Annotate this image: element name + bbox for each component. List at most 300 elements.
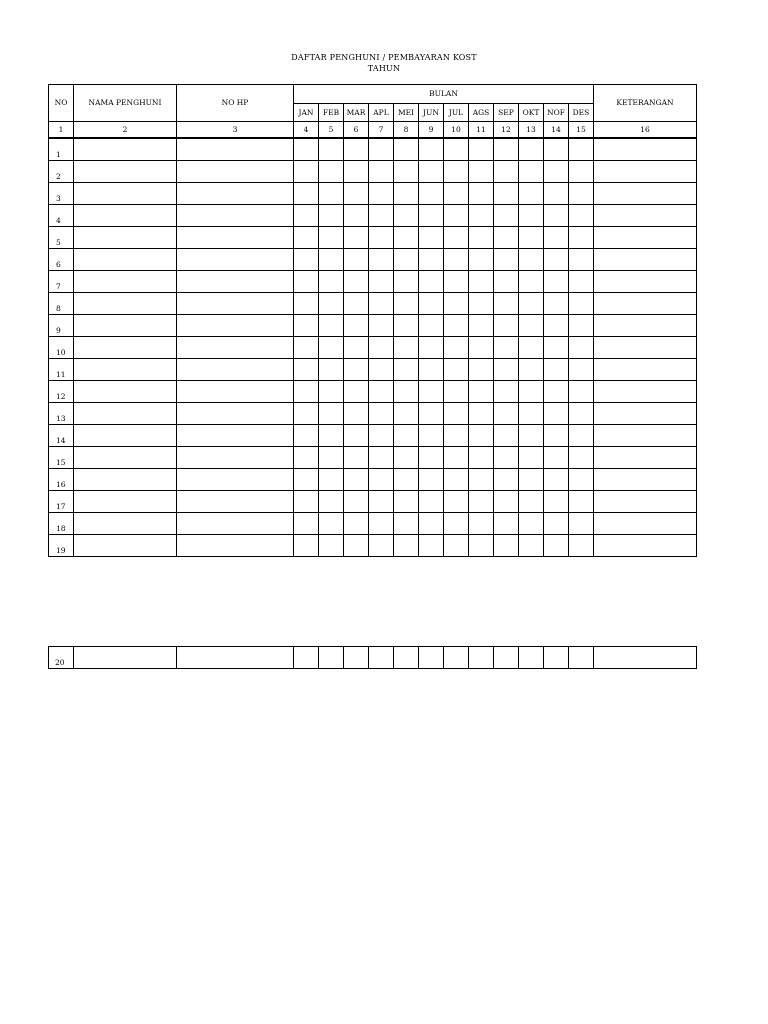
payment-cell-jun[interactable] [419, 138, 444, 161]
payment-cell-nof[interactable] [544, 647, 569, 669]
keterangan-cell[interactable] [594, 271, 697, 293]
payment-cell-nof[interactable] [544, 469, 569, 491]
keterangan-cell[interactable] [594, 315, 697, 337]
payment-cell-jul[interactable] [444, 359, 469, 381]
payment-cell-jul[interactable] [444, 138, 469, 161]
payment-cell-jun[interactable] [419, 425, 444, 447]
keterangan-cell[interactable] [594, 293, 697, 315]
payment-cell-apl[interactable] [369, 359, 394, 381]
payment-cell-nof[interactable] [544, 227, 569, 249]
keterangan-cell[interactable] [594, 205, 697, 227]
payment-cell-nof[interactable] [544, 491, 569, 513]
no-hp-cell[interactable] [177, 249, 294, 271]
keterangan-cell[interactable] [594, 161, 697, 183]
payment-cell-jun[interactable] [419, 469, 444, 491]
payment-cell-sep[interactable] [494, 138, 519, 161]
payment-cell-jan[interactable] [294, 138, 319, 161]
payment-cell-sep[interactable] [494, 647, 519, 669]
payment-cell-jun[interactable] [419, 491, 444, 513]
payment-cell-jun[interactable] [419, 315, 444, 337]
nama-penghuni-cell[interactable] [74, 535, 177, 557]
payment-cell-des[interactable] [569, 647, 594, 669]
no-hp-cell[interactable] [177, 337, 294, 359]
payment-cell-mei[interactable] [394, 337, 419, 359]
payment-cell-jul[interactable] [444, 491, 469, 513]
payment-cell-okt[interactable] [519, 183, 544, 205]
payment-cell-ags[interactable] [469, 183, 494, 205]
payment-cell-okt[interactable] [519, 535, 544, 557]
payment-cell-mei[interactable] [394, 205, 419, 227]
payment-cell-nof[interactable] [544, 513, 569, 535]
payment-cell-des[interactable] [569, 205, 594, 227]
payment-cell-mar[interactable] [344, 337, 369, 359]
nama-penghuni-cell[interactable] [74, 381, 177, 403]
payment-cell-mei[interactable] [394, 469, 419, 491]
payment-cell-feb[interactable] [319, 315, 344, 337]
payment-cell-okt[interactable] [519, 271, 544, 293]
payment-cell-jan[interactable] [294, 359, 319, 381]
payment-cell-apl[interactable] [369, 227, 394, 249]
payment-cell-mei[interactable] [394, 491, 419, 513]
payment-cell-mei[interactable] [394, 183, 419, 205]
payment-cell-jan[interactable] [294, 425, 319, 447]
payment-cell-okt[interactable] [519, 469, 544, 491]
payment-cell-mar[interactable] [344, 271, 369, 293]
payment-cell-jan[interactable] [294, 491, 319, 513]
payment-cell-okt[interactable] [519, 447, 544, 469]
payment-cell-sep[interactable] [494, 227, 519, 249]
no-hp-cell[interactable] [177, 315, 294, 337]
no-hp-cell[interactable] [177, 138, 294, 161]
payment-cell-jul[interactable] [444, 535, 469, 557]
payment-cell-apl[interactable] [369, 425, 394, 447]
payment-cell-okt[interactable] [519, 161, 544, 183]
payment-cell-des[interactable] [569, 469, 594, 491]
payment-cell-sep[interactable] [494, 469, 519, 491]
payment-cell-des[interactable] [569, 138, 594, 161]
keterangan-cell[interactable] [594, 183, 697, 205]
payment-cell-apl[interactable] [369, 293, 394, 315]
payment-cell-apl[interactable] [369, 447, 394, 469]
no-hp-cell[interactable] [177, 161, 294, 183]
payment-cell-feb[interactable] [319, 535, 344, 557]
payment-cell-jun[interactable] [419, 647, 444, 669]
no-hp-cell[interactable] [177, 293, 294, 315]
payment-cell-mei[interactable] [394, 138, 419, 161]
payment-cell-nof[interactable] [544, 359, 569, 381]
keterangan-cell[interactable] [594, 403, 697, 425]
payment-cell-sep[interactable] [494, 359, 519, 381]
payment-cell-jan[interactable] [294, 315, 319, 337]
payment-cell-feb[interactable] [319, 205, 344, 227]
payment-cell-jan[interactable] [294, 647, 319, 669]
payment-cell-jun[interactable] [419, 205, 444, 227]
payment-cell-ags[interactable] [469, 315, 494, 337]
no-hp-cell[interactable] [177, 535, 294, 557]
payment-cell-mar[interactable] [344, 425, 369, 447]
payment-cell-sep[interactable] [494, 161, 519, 183]
payment-cell-okt[interactable] [519, 249, 544, 271]
payment-cell-okt[interactable] [519, 403, 544, 425]
payment-cell-feb[interactable] [319, 403, 344, 425]
payment-cell-apl[interactable] [369, 491, 394, 513]
payment-cell-mar[interactable] [344, 647, 369, 669]
payment-cell-okt[interactable] [519, 315, 544, 337]
payment-cell-apl[interactable] [369, 647, 394, 669]
payment-cell-apl[interactable] [369, 138, 394, 161]
payment-cell-sep[interactable] [494, 535, 519, 557]
payment-cell-des[interactable] [569, 491, 594, 513]
payment-cell-des[interactable] [569, 337, 594, 359]
payment-cell-sep[interactable] [494, 337, 519, 359]
payment-cell-des[interactable] [569, 403, 594, 425]
payment-cell-mei[interactable] [394, 425, 419, 447]
keterangan-cell[interactable] [594, 425, 697, 447]
payment-cell-jun[interactable] [419, 535, 444, 557]
payment-cell-ags[interactable] [469, 205, 494, 227]
payment-cell-feb[interactable] [319, 513, 344, 535]
payment-cell-jan[interactable] [294, 513, 319, 535]
payment-cell-feb[interactable] [319, 337, 344, 359]
payment-cell-des[interactable] [569, 227, 594, 249]
no-hp-cell[interactable] [177, 183, 294, 205]
payment-cell-mei[interactable] [394, 535, 419, 557]
nama-penghuni-cell[interactable] [74, 293, 177, 315]
payment-cell-jul[interactable] [444, 337, 469, 359]
payment-cell-feb[interactable] [319, 161, 344, 183]
payment-cell-jul[interactable] [444, 403, 469, 425]
payment-cell-jan[interactable] [294, 535, 319, 557]
payment-cell-ags[interactable] [469, 293, 494, 315]
payment-cell-sep[interactable] [494, 205, 519, 227]
nama-penghuni-cell[interactable] [74, 227, 177, 249]
payment-cell-ags[interactable] [469, 381, 494, 403]
payment-cell-okt[interactable] [519, 205, 544, 227]
no-hp-cell[interactable] [177, 403, 294, 425]
no-hp-cell[interactable] [177, 381, 294, 403]
payment-cell-feb[interactable] [319, 381, 344, 403]
no-hp-cell[interactable] [177, 227, 294, 249]
no-hp-cell[interactable] [177, 425, 294, 447]
payment-cell-mar[interactable] [344, 205, 369, 227]
payment-cell-jul[interactable] [444, 513, 469, 535]
payment-cell-jun[interactable] [419, 271, 444, 293]
keterangan-cell[interactable] [594, 469, 697, 491]
payment-cell-apl[interactable] [369, 381, 394, 403]
payment-cell-sep[interactable] [494, 447, 519, 469]
payment-cell-nof[interactable] [544, 161, 569, 183]
payment-cell-mei[interactable] [394, 647, 419, 669]
payment-cell-jul[interactable] [444, 205, 469, 227]
payment-cell-mar[interactable] [344, 381, 369, 403]
payment-cell-jul[interactable] [444, 161, 469, 183]
payment-cell-apl[interactable] [369, 337, 394, 359]
payment-cell-sep[interactable] [494, 271, 519, 293]
nama-penghuni-cell[interactable] [74, 647, 177, 669]
payment-cell-apl[interactable] [369, 205, 394, 227]
nama-penghuni-cell[interactable] [74, 138, 177, 161]
no-hp-cell[interactable] [177, 469, 294, 491]
payment-cell-okt[interactable] [519, 293, 544, 315]
payment-cell-jul[interactable] [444, 469, 469, 491]
payment-cell-jun[interactable] [419, 403, 444, 425]
no-hp-cell[interactable] [177, 447, 294, 469]
payment-cell-sep[interactable] [494, 381, 519, 403]
payment-cell-mei[interactable] [394, 161, 419, 183]
payment-cell-sep[interactable] [494, 183, 519, 205]
no-hp-cell[interactable] [177, 491, 294, 513]
nama-penghuni-cell[interactable] [74, 249, 177, 271]
payment-cell-feb[interactable] [319, 469, 344, 491]
payment-cell-nof[interactable] [544, 249, 569, 271]
payment-cell-ags[interactable] [469, 469, 494, 491]
payment-cell-jun[interactable] [419, 293, 444, 315]
no-hp-cell[interactable] [177, 647, 294, 669]
payment-cell-jan[interactable] [294, 271, 319, 293]
payment-cell-sep[interactable] [494, 315, 519, 337]
payment-cell-nof[interactable] [544, 381, 569, 403]
no-hp-cell[interactable] [177, 513, 294, 535]
payment-cell-feb[interactable] [319, 183, 344, 205]
payment-cell-des[interactable] [569, 535, 594, 557]
payment-cell-ags[interactable] [469, 138, 494, 161]
keterangan-cell[interactable] [594, 381, 697, 403]
payment-cell-jul[interactable] [444, 183, 469, 205]
payment-cell-apl[interactable] [369, 535, 394, 557]
payment-cell-mar[interactable] [344, 513, 369, 535]
payment-cell-apl[interactable] [369, 183, 394, 205]
payment-cell-jun[interactable] [419, 513, 444, 535]
payment-cell-jan[interactable] [294, 447, 319, 469]
nama-penghuni-cell[interactable] [74, 447, 177, 469]
payment-cell-mei[interactable] [394, 271, 419, 293]
payment-cell-jun[interactable] [419, 227, 444, 249]
payment-cell-des[interactable] [569, 183, 594, 205]
keterangan-cell[interactable] [594, 359, 697, 381]
keterangan-cell[interactable] [594, 337, 697, 359]
payment-cell-apl[interactable] [369, 161, 394, 183]
nama-penghuni-cell[interactable] [74, 469, 177, 491]
payment-cell-apl[interactable] [369, 469, 394, 491]
payment-cell-okt[interactable] [519, 359, 544, 381]
payment-cell-jan[interactable] [294, 249, 319, 271]
payment-cell-mei[interactable] [394, 227, 419, 249]
payment-cell-ags[interactable] [469, 359, 494, 381]
nama-penghuni-cell[interactable] [74, 271, 177, 293]
payment-cell-feb[interactable] [319, 271, 344, 293]
payment-cell-ags[interactable] [469, 491, 494, 513]
payment-cell-apl[interactable] [369, 403, 394, 425]
payment-cell-mar[interactable] [344, 183, 369, 205]
payment-cell-mar[interactable] [344, 469, 369, 491]
payment-cell-okt[interactable] [519, 425, 544, 447]
payment-cell-jul[interactable] [444, 425, 469, 447]
payment-cell-ags[interactable] [469, 249, 494, 271]
payment-cell-apl[interactable] [369, 249, 394, 271]
nama-penghuni-cell[interactable] [74, 315, 177, 337]
no-hp-cell[interactable] [177, 271, 294, 293]
payment-cell-jan[interactable] [294, 337, 319, 359]
payment-cell-sep[interactable] [494, 513, 519, 535]
payment-cell-jan[interactable] [294, 469, 319, 491]
payment-cell-feb[interactable] [319, 425, 344, 447]
payment-cell-jul[interactable] [444, 293, 469, 315]
payment-cell-nof[interactable] [544, 535, 569, 557]
payment-cell-okt[interactable] [519, 491, 544, 513]
payment-cell-mei[interactable] [394, 513, 419, 535]
payment-cell-jun[interactable] [419, 161, 444, 183]
payment-cell-apl[interactable] [369, 315, 394, 337]
payment-cell-okt[interactable] [519, 381, 544, 403]
payment-cell-nof[interactable] [544, 293, 569, 315]
keterangan-cell[interactable] [594, 491, 697, 513]
payment-cell-jul[interactable] [444, 381, 469, 403]
nama-penghuni-cell[interactable] [74, 337, 177, 359]
payment-cell-jul[interactable] [444, 271, 469, 293]
payment-cell-mei[interactable] [394, 315, 419, 337]
payment-cell-okt[interactable] [519, 647, 544, 669]
payment-cell-feb[interactable] [319, 293, 344, 315]
payment-cell-ags[interactable] [469, 271, 494, 293]
keterangan-cell[interactable] [594, 138, 697, 161]
payment-cell-okt[interactable] [519, 138, 544, 161]
payment-cell-sep[interactable] [494, 425, 519, 447]
payment-cell-jan[interactable] [294, 183, 319, 205]
payment-cell-jul[interactable] [444, 227, 469, 249]
payment-cell-jan[interactable] [294, 205, 319, 227]
payment-cell-des[interactable] [569, 425, 594, 447]
payment-cell-nof[interactable] [544, 447, 569, 469]
payment-cell-jan[interactable] [294, 381, 319, 403]
payment-cell-jun[interactable] [419, 337, 444, 359]
nama-penghuni-cell[interactable] [74, 491, 177, 513]
nama-penghuni-cell[interactable] [74, 513, 177, 535]
payment-cell-des[interactable] [569, 381, 594, 403]
nama-penghuni-cell[interactable] [74, 403, 177, 425]
nama-penghuni-cell[interactable] [74, 205, 177, 227]
payment-cell-nof[interactable] [544, 138, 569, 161]
payment-cell-nof[interactable] [544, 425, 569, 447]
payment-cell-sep[interactable] [494, 293, 519, 315]
payment-cell-jan[interactable] [294, 227, 319, 249]
payment-cell-ags[interactable] [469, 337, 494, 359]
payment-cell-jan[interactable] [294, 403, 319, 425]
payment-cell-jul[interactable] [444, 315, 469, 337]
payment-cell-okt[interactable] [519, 227, 544, 249]
payment-cell-jun[interactable] [419, 381, 444, 403]
payment-cell-nof[interactable] [544, 271, 569, 293]
payment-cell-des[interactable] [569, 161, 594, 183]
nama-penghuni-cell[interactable] [74, 183, 177, 205]
payment-cell-feb[interactable] [319, 227, 344, 249]
payment-cell-ags[interactable] [469, 447, 494, 469]
keterangan-cell[interactable] [594, 513, 697, 535]
payment-cell-feb[interactable] [319, 138, 344, 161]
payment-cell-jan[interactable] [294, 293, 319, 315]
payment-cell-mei[interactable] [394, 447, 419, 469]
payment-cell-mar[interactable] [344, 249, 369, 271]
payment-cell-mar[interactable] [344, 447, 369, 469]
payment-cell-okt[interactable] [519, 337, 544, 359]
payment-cell-mar[interactable] [344, 315, 369, 337]
payment-cell-mei[interactable] [394, 381, 419, 403]
payment-cell-ags[interactable] [469, 535, 494, 557]
payment-cell-mei[interactable] [394, 359, 419, 381]
payment-cell-des[interactable] [569, 271, 594, 293]
payment-cell-nof[interactable] [544, 205, 569, 227]
payment-cell-mar[interactable] [344, 359, 369, 381]
payment-cell-okt[interactable] [519, 513, 544, 535]
payment-cell-mar[interactable] [344, 227, 369, 249]
payment-cell-mar[interactable] [344, 293, 369, 315]
payment-cell-ags[interactable] [469, 647, 494, 669]
payment-cell-jun[interactable] [419, 249, 444, 271]
payment-cell-des[interactable] [569, 249, 594, 271]
payment-cell-jun[interactable] [419, 183, 444, 205]
payment-cell-des[interactable] [569, 447, 594, 469]
payment-cell-des[interactable] [569, 359, 594, 381]
keterangan-cell[interactable] [594, 227, 697, 249]
no-hp-cell[interactable] [177, 359, 294, 381]
payment-cell-sep[interactable] [494, 249, 519, 271]
keterangan-cell[interactable] [594, 249, 697, 271]
payment-cell-nof[interactable] [544, 337, 569, 359]
payment-cell-apl[interactable] [369, 271, 394, 293]
nama-penghuni-cell[interactable] [74, 359, 177, 381]
payment-cell-nof[interactable] [544, 403, 569, 425]
payment-cell-des[interactable] [569, 293, 594, 315]
payment-cell-jul[interactable] [444, 249, 469, 271]
keterangan-cell[interactable] [594, 535, 697, 557]
keterangan-cell[interactable] [594, 647, 697, 669]
payment-cell-apl[interactable] [369, 513, 394, 535]
payment-cell-jun[interactable] [419, 447, 444, 469]
payment-cell-sep[interactable] [494, 403, 519, 425]
keterangan-cell[interactable] [594, 447, 697, 469]
payment-cell-mei[interactable] [394, 403, 419, 425]
payment-cell-feb[interactable] [319, 647, 344, 669]
payment-cell-feb[interactable] [319, 249, 344, 271]
payment-cell-feb[interactable] [319, 359, 344, 381]
payment-cell-nof[interactable] [544, 183, 569, 205]
payment-cell-mei[interactable] [394, 293, 419, 315]
payment-cell-mei[interactable] [394, 249, 419, 271]
payment-cell-ags[interactable] [469, 403, 494, 425]
payment-cell-ags[interactable] [469, 513, 494, 535]
payment-cell-mar[interactable] [344, 403, 369, 425]
payment-cell-feb[interactable] [319, 491, 344, 513]
no-hp-cell[interactable] [177, 205, 294, 227]
payment-cell-mar[interactable] [344, 535, 369, 557]
nama-penghuni-cell[interactable] [74, 425, 177, 447]
payment-cell-jan[interactable] [294, 161, 319, 183]
payment-cell-ags[interactable] [469, 227, 494, 249]
payment-cell-des[interactable] [569, 315, 594, 337]
payment-cell-sep[interactable] [494, 491, 519, 513]
payment-cell-jul[interactable] [444, 647, 469, 669]
payment-cell-ags[interactable] [469, 161, 494, 183]
payment-cell-ags[interactable] [469, 425, 494, 447]
payment-cell-mar[interactable] [344, 491, 369, 513]
payment-cell-feb[interactable] [319, 447, 344, 469]
nama-penghuni-cell[interactable] [74, 161, 177, 183]
payment-cell-mar[interactable] [344, 138, 369, 161]
payment-cell-nof[interactable] [544, 315, 569, 337]
payment-cell-jun[interactable] [419, 359, 444, 381]
payment-cell-jul[interactable] [444, 447, 469, 469]
payment-cell-mar[interactable] [344, 161, 369, 183]
payment-cell-des[interactable] [569, 513, 594, 535]
